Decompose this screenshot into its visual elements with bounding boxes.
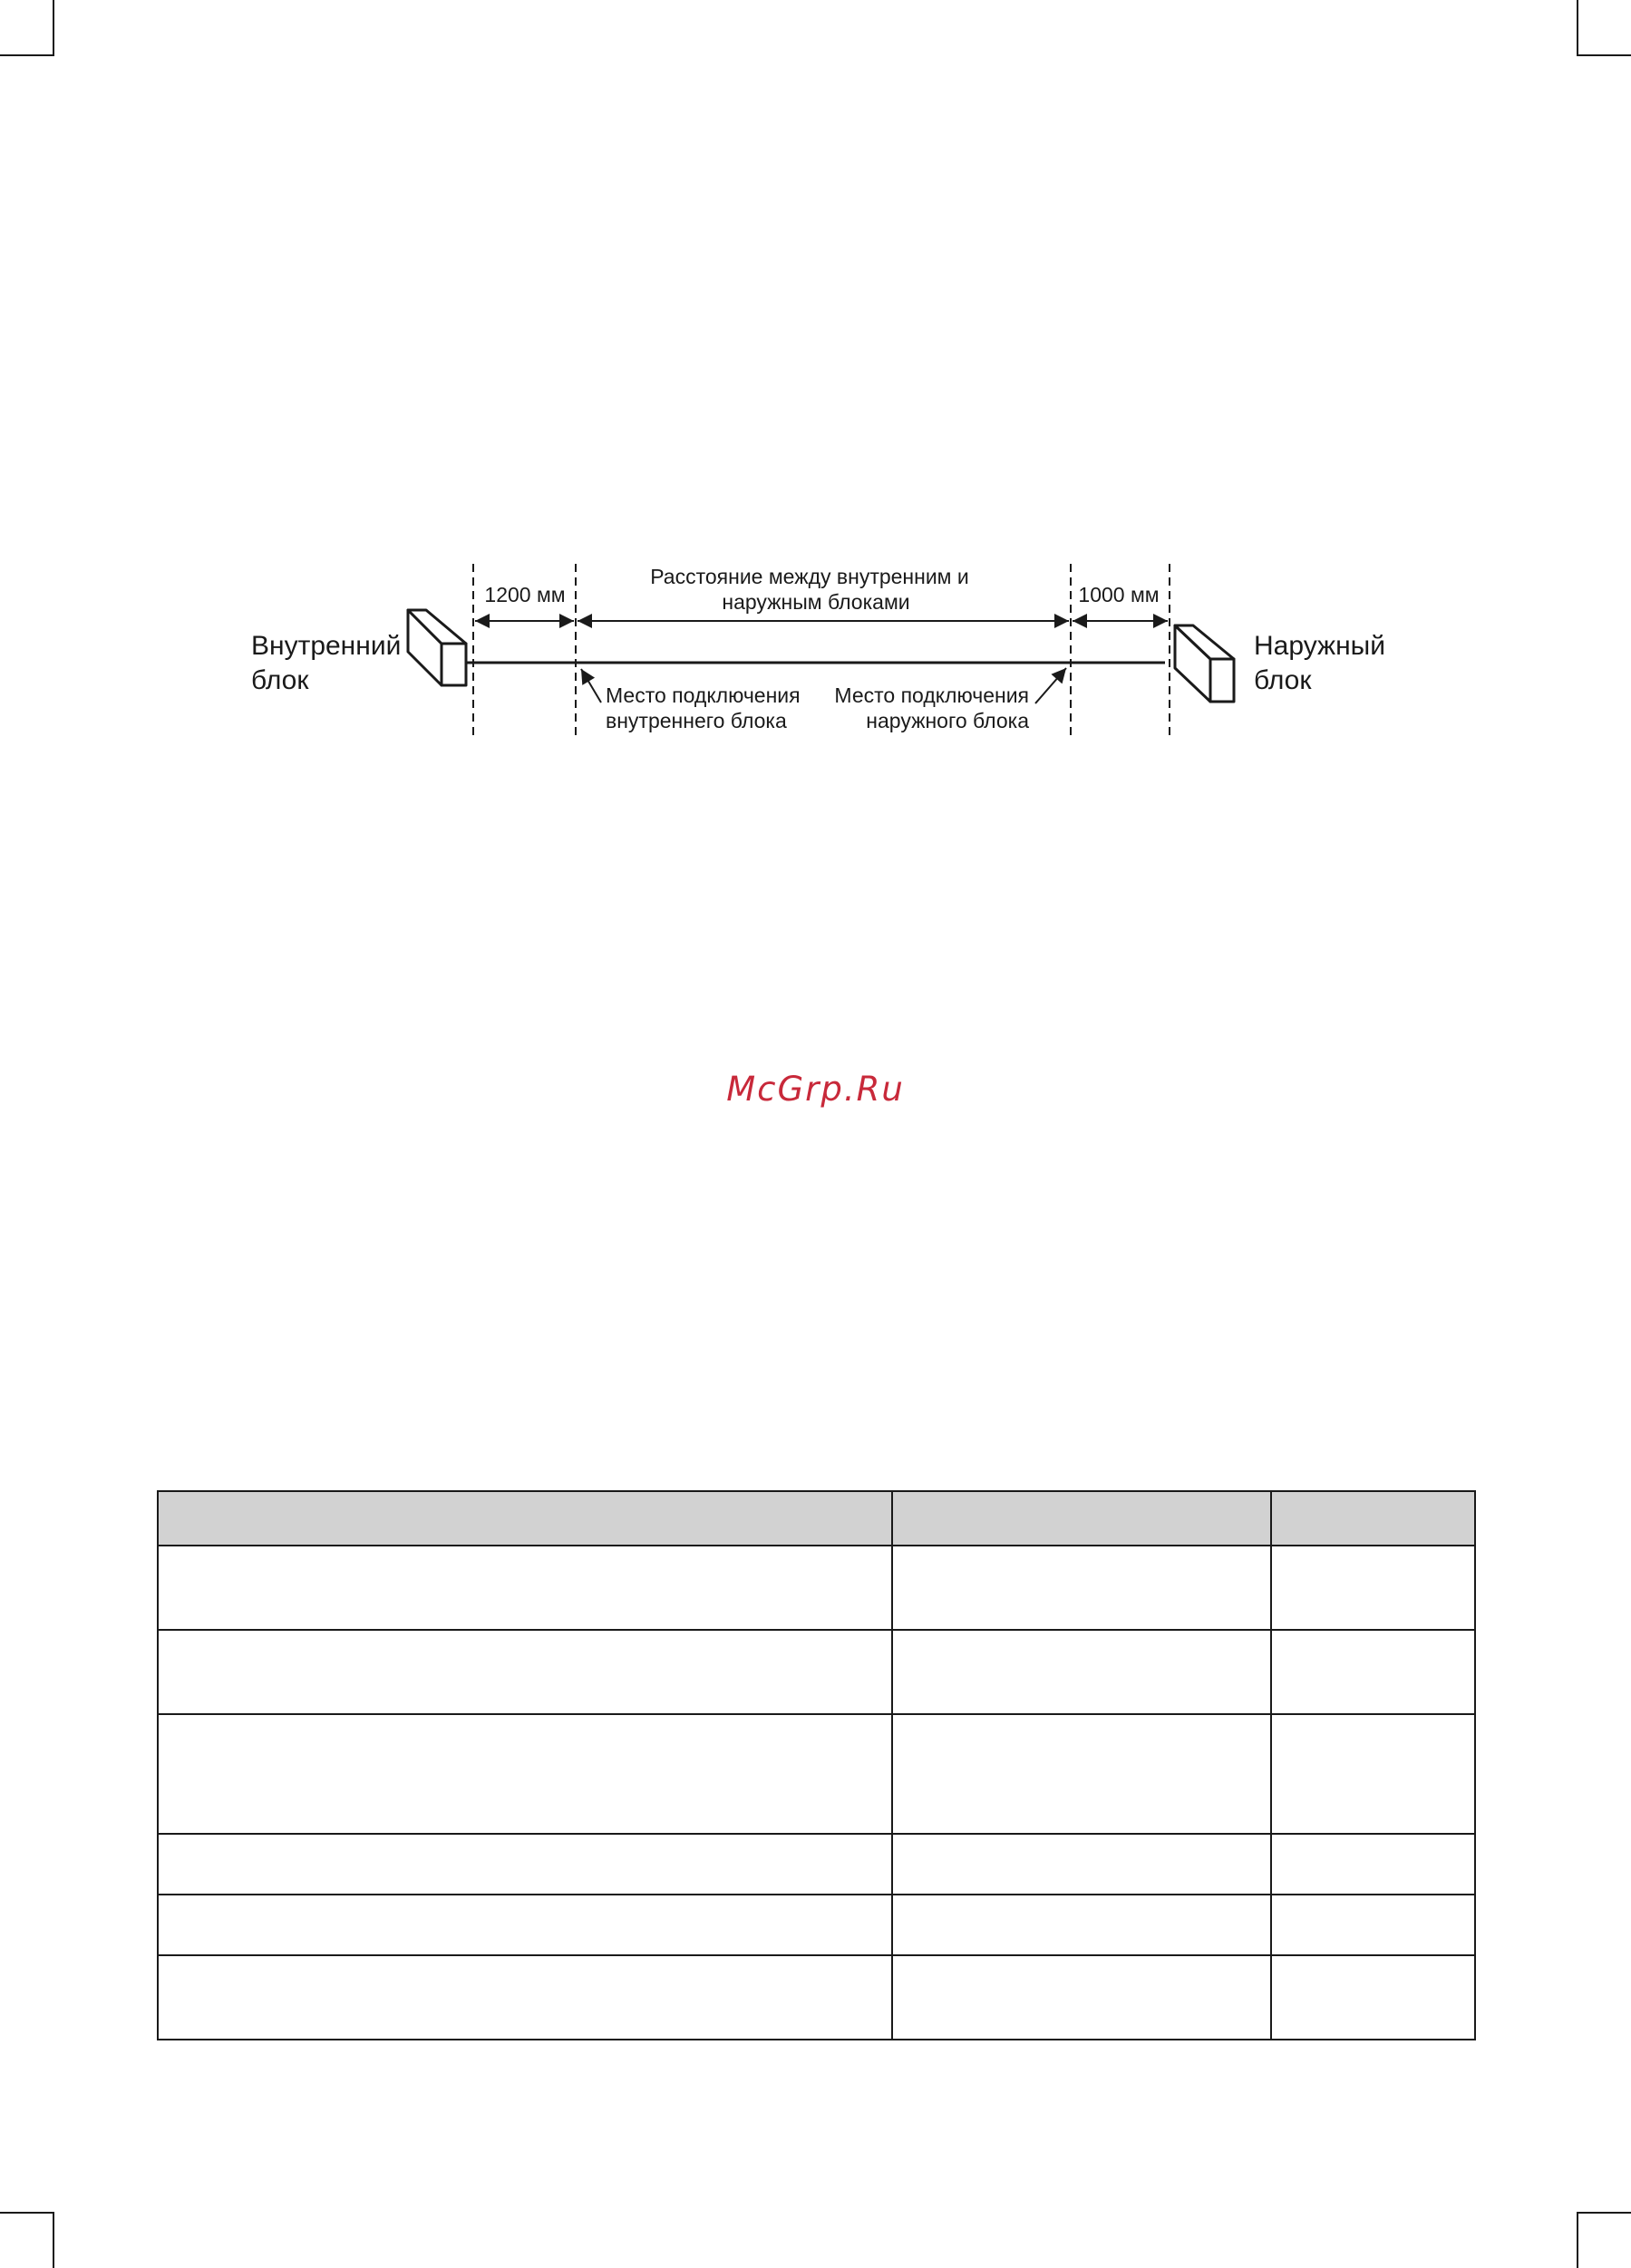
table-row: [158, 1546, 1475, 1630]
table-cell: [158, 1834, 892, 1895]
table-header-cell: [1271, 1491, 1475, 1546]
table-cell: [1271, 1895, 1475, 1955]
distance-label-line2: наружным блоками: [722, 590, 910, 614]
dimension-outdoor-label: 1000 мм: [1078, 583, 1160, 606]
indoor-unit-label-line2: блок: [251, 665, 309, 695]
outdoor-connection-pointer: [1035, 668, 1066, 703]
table-cell: [892, 1630, 1271, 1714]
table-cell: [1271, 1714, 1475, 1834]
table-row: [158, 1834, 1475, 1895]
table-header-cell: [892, 1491, 1271, 1546]
spec-table: [157, 1490, 1476, 2040]
indoor-unit-icon: [408, 610, 466, 685]
watermark: McGrp.Ru: [726, 1070, 905, 1109]
table-cell: [158, 1955, 892, 2040]
distance-label-line1: Расстояние между внутренним и: [650, 565, 969, 588]
table-cell: [158, 1546, 892, 1630]
outdoor-connection-label-line2: наружного блока: [866, 709, 1029, 732]
table-cell: [892, 1955, 1271, 2040]
table-cell: [158, 1895, 892, 1955]
table-row: [158, 1895, 1475, 1955]
spec-table-header: [158, 1491, 1475, 1546]
table-header-row: [158, 1491, 1475, 1546]
spec-table-body: [158, 1546, 1475, 2040]
table-cell: [1271, 1546, 1475, 1630]
table-cell: [158, 1630, 892, 1714]
indoor-unit-label-line1: Внутренний: [251, 631, 402, 661]
table-row: [158, 1714, 1475, 1834]
table-cell: [1271, 1630, 1475, 1714]
indoor-connection-pointer: [581, 669, 601, 703]
table-cell: [892, 1834, 1271, 1895]
table-row: [158, 1955, 1475, 2040]
table-row: [158, 1630, 1475, 1714]
table-header-cell: [158, 1491, 892, 1546]
outdoor-connection-label-line1: Место подключения: [834, 683, 1029, 707]
table-cell: [892, 1895, 1271, 1955]
table-cell: [892, 1546, 1271, 1630]
dimension-indoor-label: 1200 мм: [484, 583, 566, 606]
table-cell: [1271, 1955, 1475, 2040]
table-cell: [892, 1714, 1271, 1834]
table-cell: [1271, 1834, 1475, 1895]
table-cell: [158, 1714, 892, 1834]
outdoor-unit-label-line2: блок: [1254, 665, 1312, 695]
outdoor-unit-label-line1: Наружный: [1254, 631, 1385, 661]
outdoor-unit-icon: [1175, 625, 1234, 702]
indoor-connection-label-line1: Место подключения: [606, 683, 801, 707]
indoor-connection-label-line2: внутреннего блока: [606, 709, 787, 732]
